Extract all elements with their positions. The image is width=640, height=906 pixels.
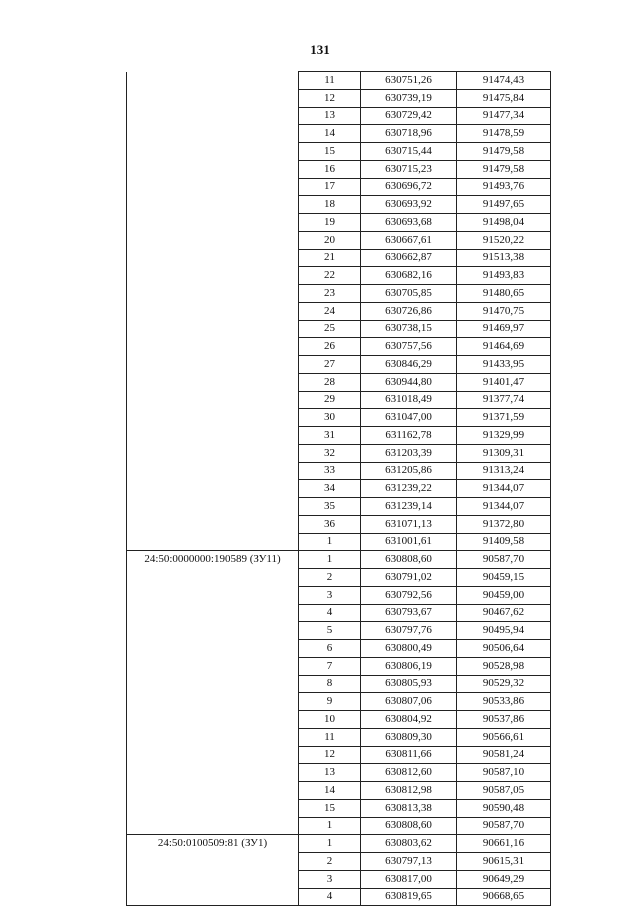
x-coordinate-cell: 630806,19 xyxy=(361,657,457,675)
point-number-cell: 25 xyxy=(299,320,361,338)
x-coordinate-cell: 630726,86 xyxy=(361,302,457,320)
y-coordinate-cell: 91377,74 xyxy=(457,391,551,409)
point-number-cell: 3 xyxy=(299,586,361,604)
point-number-cell: 12 xyxy=(299,746,361,764)
parcel-number-cell: 24:50:0000000:190589 (ЗУ11) xyxy=(127,551,299,835)
y-coordinate-cell: 90459,00 xyxy=(457,586,551,604)
x-coordinate-cell: 630819,65 xyxy=(361,888,457,906)
y-coordinate-cell: 91344,07 xyxy=(457,480,551,498)
y-coordinate-cell: 90495,94 xyxy=(457,622,551,640)
x-coordinate-cell: 630791,02 xyxy=(361,569,457,587)
x-coordinate-cell: 630808,60 xyxy=(361,817,457,835)
x-coordinate-cell: 630705,85 xyxy=(361,285,457,303)
y-coordinate-cell: 90587,10 xyxy=(457,764,551,782)
y-coordinate-cell: 90590,48 xyxy=(457,799,551,817)
point-number-cell: 34 xyxy=(299,480,361,498)
y-coordinate-cell: 90661,16 xyxy=(457,835,551,853)
y-coordinate-cell: 90459,15 xyxy=(457,569,551,587)
x-coordinate-cell: 630812,98 xyxy=(361,782,457,800)
y-coordinate-cell: 91513,38 xyxy=(457,249,551,267)
x-coordinate-cell: 630944,80 xyxy=(361,373,457,391)
x-coordinate-cell: 630797,76 xyxy=(361,622,457,640)
point-number-cell: 21 xyxy=(299,249,361,267)
y-coordinate-cell: 91329,99 xyxy=(457,427,551,445)
y-coordinate-cell: 90587,70 xyxy=(457,551,551,569)
x-coordinate-cell: 630715,44 xyxy=(361,143,457,161)
x-coordinate-cell: 630800,49 xyxy=(361,640,457,658)
y-coordinate-cell: 91479,58 xyxy=(457,160,551,178)
y-coordinate-cell: 91480,65 xyxy=(457,285,551,303)
x-coordinate-cell: 631071,13 xyxy=(361,515,457,533)
y-coordinate-cell: 91493,83 xyxy=(457,267,551,285)
x-coordinate-cell: 630817,00 xyxy=(361,870,457,888)
x-coordinate-cell: 631001,61 xyxy=(361,533,457,551)
x-coordinate-cell: 630792,56 xyxy=(361,586,457,604)
y-coordinate-cell: 90506,64 xyxy=(457,640,551,658)
point-number-cell: 5 xyxy=(299,622,361,640)
point-number-cell: 20 xyxy=(299,231,361,249)
point-number-cell: 31 xyxy=(299,427,361,445)
x-coordinate-cell: 630846,29 xyxy=(361,356,457,374)
y-coordinate-cell: 91372,80 xyxy=(457,515,551,533)
y-coordinate-cell: 91478,59 xyxy=(457,125,551,143)
y-coordinate-cell: 91520,22 xyxy=(457,231,551,249)
point-number-cell: 4 xyxy=(299,888,361,906)
point-number-cell: 1 xyxy=(299,817,361,835)
point-number-cell: 1 xyxy=(299,551,361,569)
y-coordinate-cell: 90528,98 xyxy=(457,657,551,675)
y-coordinate-cell: 91344,07 xyxy=(457,498,551,516)
parcel-number-cell: 24:50:0100509:81 (ЗУ1) xyxy=(127,835,299,906)
y-coordinate-cell: 90537,86 xyxy=(457,711,551,729)
x-coordinate-cell: 630757,56 xyxy=(361,338,457,356)
point-number-cell: 18 xyxy=(299,196,361,214)
x-coordinate-cell: 630804,92 xyxy=(361,711,457,729)
x-coordinate-cell: 631239,22 xyxy=(361,480,457,498)
point-number-cell: 11 xyxy=(299,728,361,746)
point-number-cell: 10 xyxy=(299,711,361,729)
x-coordinate-cell: 630682,16 xyxy=(361,267,457,285)
table-row xyxy=(127,835,551,853)
y-coordinate-cell: 91409,58 xyxy=(457,533,551,551)
x-coordinate-cell: 630662,87 xyxy=(361,249,457,267)
point-number-cell: 8 xyxy=(299,675,361,693)
point-number-cell: 22 xyxy=(299,267,361,285)
point-number-cell: 7 xyxy=(299,657,361,675)
x-coordinate-cell: 630811,66 xyxy=(361,746,457,764)
point-number-cell: 19 xyxy=(299,214,361,232)
point-number-cell: 23 xyxy=(299,285,361,303)
point-number-cell: 29 xyxy=(299,391,361,409)
y-coordinate-cell: 91479,58 xyxy=(457,143,551,161)
x-coordinate-cell: 630807,06 xyxy=(361,693,457,711)
point-number-cell: 32 xyxy=(299,444,361,462)
x-coordinate-cell: 630805,93 xyxy=(361,675,457,693)
point-number-cell: 3 xyxy=(299,870,361,888)
x-coordinate-cell: 631047,00 xyxy=(361,409,457,427)
point-number-cell: 28 xyxy=(299,373,361,391)
y-coordinate-cell: 91313,24 xyxy=(457,462,551,480)
point-number-cell: 6 xyxy=(299,640,361,658)
x-coordinate-cell: 631205,86 xyxy=(361,462,457,480)
x-coordinate-cell: 630718,96 xyxy=(361,125,457,143)
y-coordinate-cell: 90467,62 xyxy=(457,604,551,622)
y-coordinate-cell: 90566,61 xyxy=(457,728,551,746)
y-coordinate-cell: 91493,76 xyxy=(457,178,551,196)
point-number-cell: 1 xyxy=(299,835,361,853)
y-coordinate-cell: 91497,65 xyxy=(457,196,551,214)
y-coordinate-cell: 91433,95 xyxy=(457,356,551,374)
x-coordinate-cell: 630797,13 xyxy=(361,853,457,871)
point-number-cell: 13 xyxy=(299,107,361,125)
x-coordinate-cell: 630696,72 xyxy=(361,178,457,196)
x-coordinate-cell: 630739,19 xyxy=(361,89,457,107)
x-coordinate-cell: 630693,92 xyxy=(361,196,457,214)
x-coordinate-cell: 630667,61 xyxy=(361,231,457,249)
y-coordinate-cell: 91475,84 xyxy=(457,89,551,107)
x-coordinate-cell: 631239,14 xyxy=(361,498,457,516)
point-number-cell: 4 xyxy=(299,604,361,622)
y-coordinate-cell: 91474,43 xyxy=(457,72,551,90)
point-number-cell: 17 xyxy=(299,178,361,196)
table-row xyxy=(127,72,551,90)
x-coordinate-cell: 631018,49 xyxy=(361,391,457,409)
y-coordinate-cell: 90649,29 xyxy=(457,870,551,888)
point-number-cell: 2 xyxy=(299,853,361,871)
x-coordinate-cell: 631203,39 xyxy=(361,444,457,462)
x-coordinate-cell: 630729,42 xyxy=(361,107,457,125)
point-number-cell: 9 xyxy=(299,693,361,711)
parcel-number-cell xyxy=(127,72,299,551)
x-coordinate-cell: 630693,68 xyxy=(361,214,457,232)
point-number-cell: 15 xyxy=(299,143,361,161)
point-number-cell: 35 xyxy=(299,498,361,516)
y-coordinate-cell: 90668,65 xyxy=(457,888,551,906)
y-coordinate-cell: 90529,32 xyxy=(457,675,551,693)
point-number-cell: 27 xyxy=(299,356,361,374)
point-number-cell: 12 xyxy=(299,89,361,107)
y-coordinate-cell: 90587,05 xyxy=(457,782,551,800)
point-number-cell: 16 xyxy=(299,160,361,178)
y-coordinate-cell: 91371,59 xyxy=(457,409,551,427)
y-coordinate-cell: 90587,70 xyxy=(457,817,551,835)
point-number-cell: 1 xyxy=(299,533,361,551)
y-coordinate-cell: 91498,04 xyxy=(457,214,551,232)
y-coordinate-cell: 91477,34 xyxy=(457,107,551,125)
x-coordinate-cell: 630751,26 xyxy=(361,72,457,90)
page-number: 131 xyxy=(310,42,330,57)
point-number-cell: 36 xyxy=(299,515,361,533)
y-coordinate-cell: 91401,47 xyxy=(457,373,551,391)
point-number-cell: 15 xyxy=(299,799,361,817)
y-coordinate-cell: 91464,69 xyxy=(457,338,551,356)
x-coordinate-cell: 630809,30 xyxy=(361,728,457,746)
x-coordinate-cell: 630813,38 xyxy=(361,799,457,817)
x-coordinate-cell: 630803,62 xyxy=(361,835,457,853)
point-number-cell: 14 xyxy=(299,125,361,143)
y-coordinate-cell: 91309,31 xyxy=(457,444,551,462)
point-number-cell: 30 xyxy=(299,409,361,427)
y-coordinate-cell: 91470,75 xyxy=(457,302,551,320)
x-coordinate-cell: 630715,23 xyxy=(361,160,457,178)
y-coordinate-cell: 90581,24 xyxy=(457,746,551,764)
point-number-cell: 13 xyxy=(299,764,361,782)
y-coordinate-cell: 91469,97 xyxy=(457,320,551,338)
point-number-cell: 24 xyxy=(299,302,361,320)
x-coordinate-cell: 631162,78 xyxy=(361,427,457,445)
table-row xyxy=(127,551,551,569)
x-coordinate-cell: 630738,15 xyxy=(361,320,457,338)
coordinates-table xyxy=(126,71,551,906)
point-number-cell: 2 xyxy=(299,569,361,587)
y-coordinate-cell: 90533,86 xyxy=(457,693,551,711)
point-number-cell: 11 xyxy=(299,72,361,90)
x-coordinate-cell: 630812,60 xyxy=(361,764,457,782)
point-number-cell: 33 xyxy=(299,462,361,480)
x-coordinate-cell: 630793,67 xyxy=(361,604,457,622)
x-coordinate-cell: 630808,60 xyxy=(361,551,457,569)
point-number-cell: 26 xyxy=(299,338,361,356)
y-coordinate-cell: 90615,31 xyxy=(457,853,551,871)
point-number-cell: 14 xyxy=(299,782,361,800)
